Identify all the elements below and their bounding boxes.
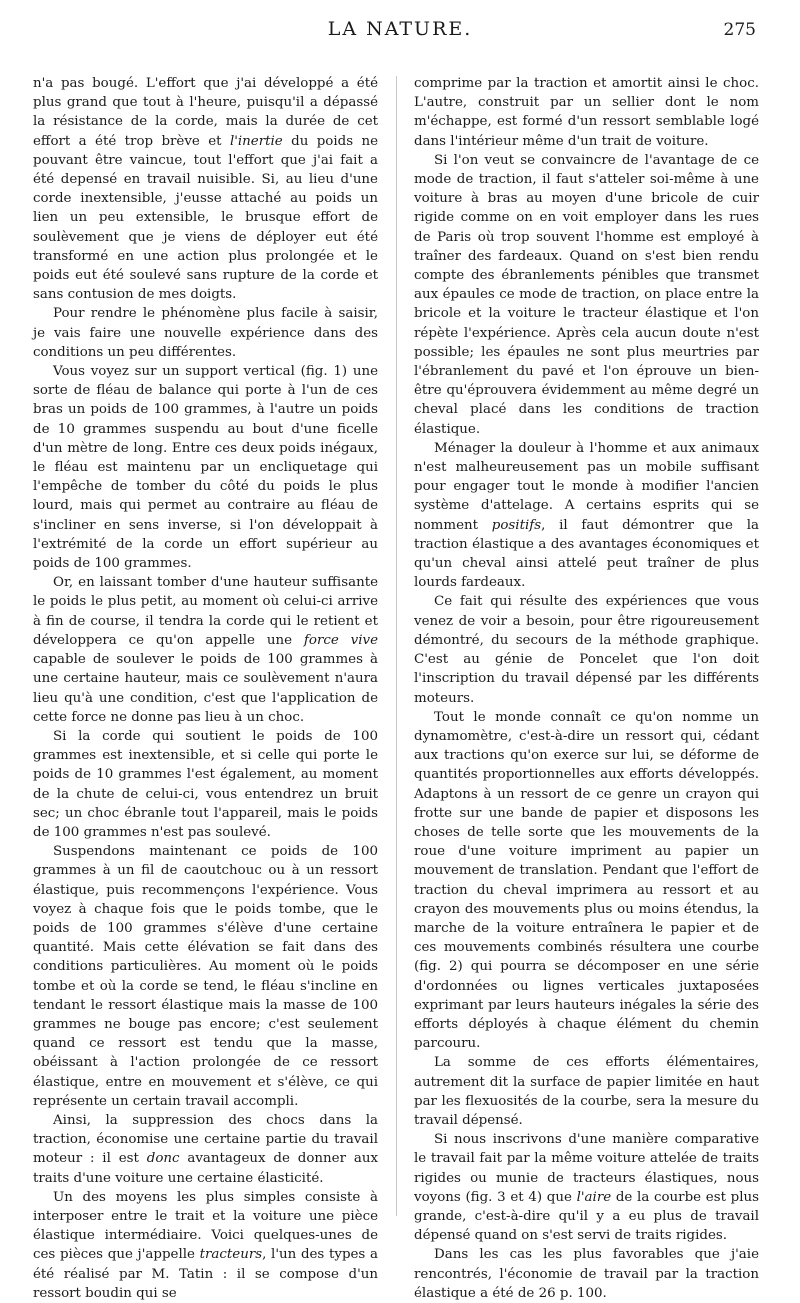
- paragraph: Ainsi, la suppression des chocs dans la traction, économise une certaine partie du travail moteur : il est donc avantageux de donner aux traits d'une voiture une certaine élasticité.: [33, 1112, 378, 1186]
- paragraph: Ménager la douleur à l'homme et aux animaux n'est malheureusement pas un mobile suffisant pour engager tout le monde à modifier l'ancien système d'attelage. A certains esprits qui se nomment positifs, il faut démontrer que la traction élastique a des avantages économiques et qu'un cheval ainsi attelé peut traîner de plus lourds fardeaux.: [414, 440, 759, 591]
- paragraph: Or, en laissant tomber d'une hauteur suffisante le poids le plus petit, au moment où celui-ci arrive à fin de course, il tendra la corde qui le retient et développera ce qu'on appelle une force vive capable de soulever le poids de 100 grammes à une certaine hauteur, mais ce soulèvement n'aura lieu qu'à une condition, c'est que l'application de cette force ne donne pas lieu à un choc.: [33, 575, 378, 725]
- paragraph: n'a pas bougé. L'effort que j'ai développé a été plus grand que tout à l'heure, puisqu'il a dépassé la résistance de la corde, mais la durée de cet effort a été trop brève et l'inertie du poids ne pouvant être vaincue, tout l'effort que j'ai fait a été depensé en travail nuisible. Si, au lieu d'une corde inextensible, j'eusse attaché au poids un lien un peu extensible, le brusque effort de soulèvement que je viens de déployer eut été transformé en une action plus prolongée et le poids eut été soulevé sans rupture de la corde et sans contusion de mes doigts.: [33, 76, 378, 303]
- paragraph: Pour rendre le phénomène plus facile à saisir, je vais faire une nouvelle expérience dans des conditions un peu différentes.: [33, 306, 378, 360]
- paragraph: Vous voyez sur un support vertical (fig. 1) une sorte de fléau de balance qui porte à l'un de ces bras un poids de 100 grammes, à l'autre un poids de 10 grammes suspendu au bout d'une ficelle d'un mètre de long. Entre ces deux poids inégaux, le fléau est maintenu par un encliquetage qui l'empêche de tomber du côté du poids le plus lourd, mais qui permet au contraire au fléau de s'incliner en sens inverse, si l'on développait à l'extrémité de la corde un effort supérieur au poids de 100 grammes.: [33, 364, 378, 572]
- paragraph: La somme de ces efforts élémentaires, autrement dit la surface de papier limitée en haut par les flexuosités de la courbe, sera la mesure du travail dépensé.: [414, 1055, 759, 1128]
- page-number: 275: [723, 20, 756, 40]
- paragraph: Dans les cas les plus favorables que j'aie rencontrés, l'économie de travail par la traction élastique a été de 26 p. 100.: [414, 1247, 759, 1301]
- left-column: [33, 74, 378, 1303]
- paragraph: Ce fait qui résulte des expériences que vous venez de voir a besoin, pour être rigoureusement démontré, du secours de la méthode graphique. C'est au génie de Poncelet que l'on doit l'inscription du travail dépensé par les différents moteurs.: [414, 594, 759, 706]
- paragraph: Si la corde qui soutient le poids de 100 grammes est inextensible, et si celle qui porte le poids de 10 grammes l'est également, au moment de la chute de celui-ci, vous entendrez un bruit sec; un choc ébranle tout l'appareil, mais le poids de 100 grammes n'est pas soulevé.: [33, 728, 378, 840]
- paragraph: Un des moyens les plus simples consiste à interposer entre le trait et la voiture une pièce élastique intermédiaire. Voici quelques-unes de ces pièces que j'appelle tracteurs, l'un des types a été réalisé par M. Tatin : il se compose d'un ressort boudin qui se: [33, 1189, 378, 1301]
- right-column: [414, 74, 759, 1303]
- page-header: [0, 18, 800, 52]
- paragraph: Tout le monde connaît ce qu'on nomme un dynamomètre, c'est-à-dire un ressort qui, cédant aux tractions qu'on exerce sur lui, se déforme de quantités proportionnelles aux efforts développés. Adaptons à un ressort de ce genre un crayon qui frotte sur une bande de papier et disposons les choses de telle sorte que les mouvements de la roue d'une voiture impriment au papier un mouvement de translation. Pendant que l'effort de traction du cheval imprimera au ressort et au crayon des mouvements plus ou moins étendus, la marche de la voiture entraînera le papier et de ces mouvements combinés résultera une courbe (fig. 2) qui pourra se décomposer en une série d'ordonnées ou lignes verticales juxtaposées exprimant par leurs hauteurs inégales la série des efforts déployés à chaque élément du chemin parcouru.: [414, 709, 759, 1052]
- journal-title: LA NATURE.: [327, 18, 473, 40]
- paragraph: Si l'on veut se convaincre de l'avantage de ce mode de traction, il faut s'atteler soi-même à une voiture à bras au moyen d'une bricole de cuir rigide comme on en voit employer dans les rues de Paris où trop souvent l'homme est employé à traîner des fardeaux. Quand on s'est bien rendu compte des ébranlements pénibles que transmet aux épaules ce mode de traction, on place entre la bricole et la voiture le tracteur élastique et l'on répète l'expérience. Après cela aucun doute n'est possible; les épaules ne sont plus meurtries par l'ébranlement du pavé et l'on éprouve un bien-être qu'éprouvera évidemment au même degré un cheval placé dans les conditions de traction élastique.: [414, 152, 759, 437]
- paragraph: Si nous inscrivons d'une manière comparative le travail fait par la même voiture attelée de traits rigides ou munie de tracteurs élastiques, nous voyons (fig. 3 et 4) que l'aire de la courbe est plus grande, c'est-à-dire qu'il y a eu plus de travail dépensé quand on s'est servi de traits rigides.: [414, 1132, 759, 1244]
- column-divider: [396, 76, 397, 1216]
- paragraph: comprime par la traction et amortit ainsi le choc. L'autre, construit par un sellier dont le nom m'échappe, est formé d'un ressort semblable logé dans l'intérieur même d'un trait de voiture.: [414, 76, 759, 149]
- paragraph: Suspendons maintenant ce poids de 100 grammes à un fil de caoutchouc ou à un ressort élastique, puis recommençons l'expérience. Vous voyez à chaque fois que le poids tombe, que le poids de 100 grammes s'élève d'une certaine quantité. Mais cette élévation se fait dans des conditions particulières. Au moment où le poids tombe et où la corde se tend, le fléau s'incline en tendant le ressort élastique mais la masse de 100 grammes ne bouge pas encore; c'est seulement quand ce ressort est tendu que la masse, obéissant à l'action prolongée de ce ressort élastique, entre en mouvement et s'élève, ce qui représente un certain travail accompli.: [33, 844, 378, 1109]
